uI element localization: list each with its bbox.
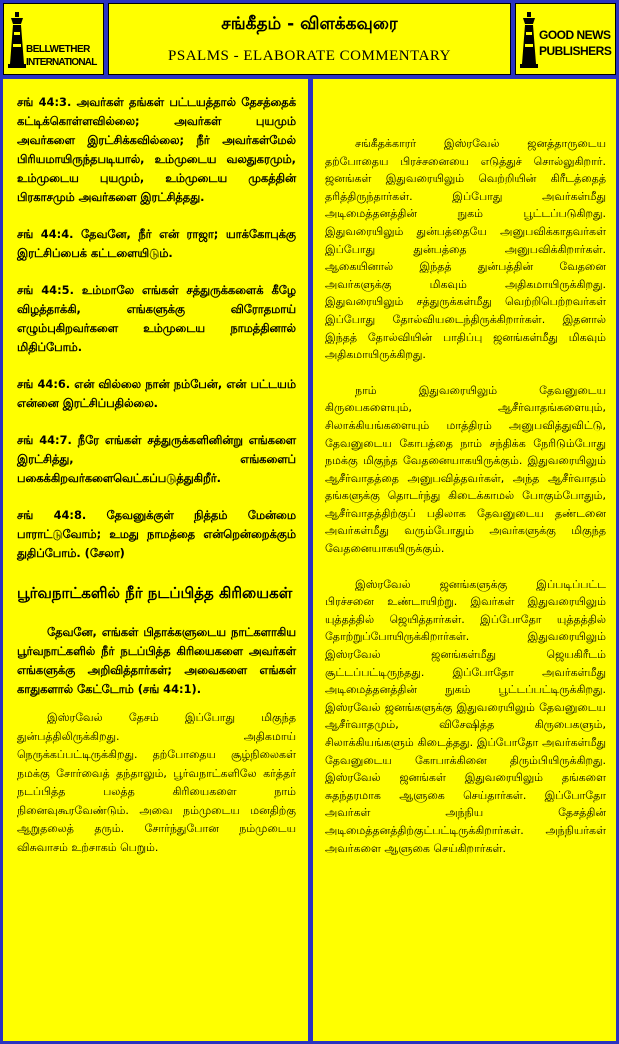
lighthouse-icon	[8, 12, 26, 68]
good-news-subname: PUBLISHERS	[539, 44, 612, 58]
verse-44-3: சங் 44:3. அவர்கள் தங்கள் பட்டயத்தால் தேசத்தைக் கட்டிக்கொள்ளவில்லை; அவர்கள் புயமும் அவர்களை இரட்சிக்கவில்லை; நீர் அவர்கள்மேல் பிரியமாயிருந்தபடியால், உம்முடைய வலதுகரமும், உம்முடைய புயமும், உம்முடைய முகத்தின் பிரகாசமும் அவர்களை இரட்சித்தது.	[17, 95, 296, 204]
verse-44-4: சங் 44:4. தேவனே, நீர் என் ராஜா; யாக்கோபுக்கு இரட்சிப்பைக் கட்டளையிடும்.	[17, 227, 296, 260]
scripture-quote: தேவனே, எங்கள் பிதாக்களுடைய நாட்களாகிய பூர்வநாட்களில் நீர் நடப்பித்த கிரியைகளை அவர்கள் எங்களுக்கு அறிவித்தார்கள்; அவைகளை எங்கள் காதுகளால் கேட்டோம் (சங் 44:1).	[17, 625, 296, 696]
commentary-paragraph: நாம் இதுவரையிலும் தேவனுடைய கிருபைகளையும், ஆசீர்வாதங்களையும், சிலாக்கியங்களையும் மாத்திரம் அனுபவித்துவிட்டு, தேவனுடைய கோபத்தை நாம் சந்திக்க நேரிடும்போது நமக்கு மிகுந்த வேதனையாகயிருக்கும். இதுவரையிலும் ஆசீர்வாதத்தை அனுபவித்தவர்கள், அந்த ஆசீர்வாதம் தங்களுக்கு தொடர்ந்து கிடைக்காமல் போகும்போதும், ஆசீர்வாதத்திற்குப் பதிலாக தேவனுடைய தண்டனை அவர்கள்மீது வரும்போதும் அவர்களுக்கு மிகுந்த வேதனையாகயிருக்கும்.	[325, 383, 606, 556]
page-title-english: PSALMS - ELABORATE COMMENTARY	[168, 48, 451, 64]
verse-44-6: சங் 44:6. என் வில்லை நான் நம்பேன், என் பட்டயம் என்னை இரட்சிப்பதில்லை.	[17, 377, 296, 410]
page-title-tamil: சங்கீதம் - விளக்கவுரை	[221, 14, 398, 34]
section-heading: பூர்வநாட்களில் நீர் நடப்பித்த கிரியைகள்	[17, 584, 293, 602]
bellwether-logo	[3, 3, 104, 75]
verse-44-5: சங் 44:5. உம்மாலே எங்கள் சத்துருக்களைக் கீழே விழத்தாக்கி, எங்களுக்கு விரோதமாய் எழும்புகிறவர்களை உம்முடைய நாமத்தினால் மிதிப்போம்.	[17, 283, 296, 354]
right-column	[313, 79, 616, 1041]
commentary-paragraph: இஸ்ரவேல் தேசம் இப்போது மிகுந்த துன்பத்திலிருக்கிறது. அதிகமாய் நெருக்கப்பட்டிருக்கிறது. தற்போதைய சூழ்நிலைகள் நமக்கு சோர்வைத் தந்தாலும், பூர்வநாட்களிலே கர்த்தர் நடப்பித்த பலத்த கிரியைகளை நாம் நினைவுகூரவேண்டும். அவை நம்முடைய மனதிற்கு ஆறுதலைத் தரும். சோர்ந்துபோன நம்முடைய விசுவாசம் உற்சாகம் பெறும்.	[17, 711, 296, 854]
bellwether-subname: INTERNATIONAL	[26, 57, 97, 68]
verse-44-7: சங் 44:7. நீரே எங்கள் சத்துருக்களினின்று எங்களை இரட்சித்து, எங்களைப் பகைக்கிறவர்களைவெட்கப்படுத்துகிறீர்.	[17, 433, 296, 485]
commentary-paragraph: இஸ்ரவேல் ஜனங்களுக்கு இப்படிப்பட்ட பிரச்சனை உண்டாயிற்று. இவர்கள் இதுவரையிலும் யுத்தத்தில் ஜெயித்தார்கள். இப்போதோ யுத்தத்தில் தோற்றுப்போயிருக்கிறார்கள். இதுவரையிலும் இஸ்ரவேல் ஜனங்கள்மீது ஜெயகிரீடம் சூட்டப்பட்டிருந்தது. இப்போதோ அவர்கள்மீது அடிமைத்தனத்தின் நுகம் பூட்டப்பட்டிருக்கிறது. இஸ்ரவேல் ஜனங்களுக்கு இதுவரையிலும் தேவனுடைய ஆசீர்வாதமும், விசேஷித்த கிருபைகளும், சிலாக்கியங்களும் கிடைத்தது. இப்போதோ அவர்கள்மீது தேவனுடைய கோபாக்கினை திரும்பியிருக்கிறது. இஸ்ரவேல் ஜனங்கள் இதுவரையிலும் தங்களை சுதந்தரமாக ஆளுகை செய்தார்கள். இப்போதோ அவர்கள் அந்நிய தேசத்தின் அடிமைத்தனத்திற்குட்பட்டிருக்கிறார்கள். அந்நியர்கள் அவர்களை ஆளுகை செய்கிறார்கள்.	[325, 577, 606, 855]
bellwether-name: BELLWETHER	[26, 44, 90, 55]
lighthouse-icon	[520, 12, 538, 68]
left-column	[3, 79, 308, 1041]
good-news-logo	[515, 3, 616, 75]
good-news-name: GOOD NEWS	[539, 28, 611, 42]
page-header	[108, 3, 511, 75]
commentary-paragraph: சங்கீதக்காரர் இஸ்ரவேல் ஜனத்தாருடைய தற்போதைய பிரச்சனையை எடுத்துச் சொல்லுகிறார். ஜனங்கள் இதுவரையிலும் வெற்றியின் கிரீடத்தைத் தரித்திருந்தார்கள். இப்போது அவர்கள்மீது அடிமைத்தனத்தின் நுகம் பூட்டப்படுகிறது. இதுவரையிலும் துன்பத்தையே அனுபவிக்காதவர்கள் இப்போது துன்பத்தை அனுபவிக்கிறார்கள். ஆகையினால் இந்தத் துன்பத்தின் வேதனை அவர்களுக்கு மிகவும் அதிகமாயிருக்கிறது. இதுவரையிலும் சத்துருக்கள்மீது வெற்றிபெற்றவர்கள் இப்போது தோல்வியடைந்திருக்கிறார்கள். இதனால் இந்தத் தோல்வியின் பாதிப்பு ஜனங்கள்மீது மிகவும் அதிகமாயிருக்கிறது.	[325, 137, 606, 362]
verse-44-8: சங் 44:8. தேவனுக்குள் நித்தம் மேன்மை பாராட்டுவோம்; உமது நாமத்தை என்றென்றைக்கும் துதிப்போம். (சேலா)	[17, 508, 296, 560]
